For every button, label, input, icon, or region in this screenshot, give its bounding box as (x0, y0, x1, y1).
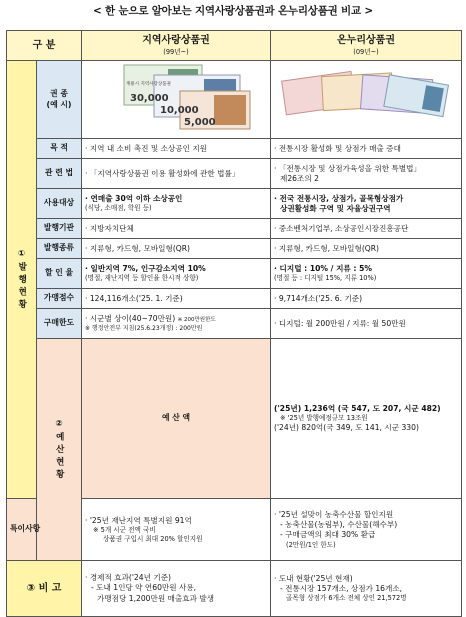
local-remark (82, 561, 271, 617)
onnuri-special-4: (2만원/1인 한도) (286, 540, 336, 549)
onnuri-target (271, 189, 462, 219)
row-label-law: 관 련 법 (37, 159, 82, 189)
onnuri-remark-2: - 전통시장 157개소, 상점가 16개소, (280, 584, 403, 594)
local-remark-3: 가맹점당 1,200만원 매출효과 발생 (97, 593, 215, 603)
section-budget-label: 예산현황 (54, 431, 65, 482)
local-target-2: (식당, 소매점, 학원 등) (85, 204, 152, 213)
onnuri-discount (271, 259, 462, 289)
local-limit-note: ※ 200만원한도 (177, 317, 216, 324)
local-limit (82, 309, 271, 339)
onnuri-remark-1: · 도내 현황('25년 현재) (274, 573, 353, 583)
local-special-1: · '25년 재난지역 특별지원 91억 (85, 515, 192, 525)
onnuri-voucher-illustration (273, 63, 458, 133)
comparison-table (6, 30, 462, 617)
local-remark-1: · 경제적 효과('24년 기준) (85, 573, 172, 583)
row-label-kind: 발행종류 (37, 239, 82, 259)
section-remarks-num: ③ (26, 582, 36, 594)
voucher-amount-3: 5,000 (184, 117, 216, 128)
onnuri-special-3: - 구매금액의 최대 30% 환급 (280, 530, 376, 540)
onnuri-voucher-image (271, 61, 462, 139)
section-remarks (7, 561, 82, 617)
row-label-target: 사용대상 (37, 189, 82, 219)
row-label-example: 권 종 (예 시) (37, 61, 82, 139)
header-category: 구 분 (7, 31, 82, 61)
local-limit-main: · 시군별 상이(40~70만원) (85, 314, 176, 324)
voucher-amount-2: 10,000 (160, 105, 199, 116)
local-limit-2: ※ 행정안전부 지침(25.6.23개정) : 200만원 (85, 324, 203, 332)
onnuri-stores: · 9,714개소('25. 6. 기준) (271, 289, 462, 309)
onnuri-target-1: · 전국 전통시장, 상점가, 골목형상점가 (274, 193, 404, 203)
local-limit-1 (85, 314, 267, 324)
row-label-stores: 가맹점수 (37, 289, 82, 309)
onnuri-special-1: · '25년 설맞이 농축수산물 할인지원 (274, 509, 394, 519)
local-budget (271, 339, 462, 499)
local-special (82, 499, 271, 561)
local-kind: · 지류형, 카드형, 모바일형(QR) (82, 239, 271, 259)
onnuri-purpose: · 전통시장 활성화 및 상점가 매출 증대 (271, 139, 462, 159)
local-issuer: · 지방자치단체 (82, 219, 271, 239)
local-discount-2: (명절, 재난지역 등 할인율 한시적 상향) (85, 274, 199, 283)
local-voucher-image (82, 61, 271, 139)
header-onnuri-voucher (271, 31, 462, 61)
local-budget-1: ('25년) 1,236억 (국 547, 도 207, 시군 482) (274, 403, 441, 413)
onnuri-remark (271, 561, 462, 617)
local-remark-2: - 도내 1인당 약 연60만원 사용, (91, 583, 197, 593)
onnuri-remark-3: 골목형 상점가 6개소 전체 상인 21,572명 (286, 594, 407, 603)
svg-text:계룡시 지역사랑상품권: 계룡시 지역사랑상품권 (126, 82, 171, 87)
local-discount (82, 259, 271, 289)
local-target-1: · 연매출 30억 이하 소상공인 (85, 194, 183, 204)
local-purpose: · 지역 내 소비 촉진 및 소상공인 지원 (82, 139, 271, 159)
header-onnuri-since: (09년~) (353, 47, 379, 56)
row-label-purpose: 목 적 (37, 139, 82, 159)
row-label-discount: 할 인 율 (37, 259, 82, 289)
local-law: · 「지역사랑상품권 이용 활성화에 관한 법률」 (82, 159, 271, 189)
row-label-issuer: 발행기관 (37, 219, 82, 239)
page-title: < 한 눈으로 알아보는 지역사랑상품권과 온누리상품권 비교 > (92, 5, 373, 17)
row-label-special: 특이사항 (7, 499, 37, 561)
onnuri-limit: · 디지털: 월 200만원 / 지류: 월 50만원 (271, 309, 462, 339)
row-label-limit: 구매한도 (37, 309, 82, 339)
section-budget (37, 339, 82, 561)
local-discount-1: · 일반지역 7%, 인구감소지역 10% (85, 264, 206, 274)
onnuri-target-2: 상권활성화 구역 및 자율상권구역 (280, 203, 391, 213)
header-local-name: 지역사랑상품권 (142, 35, 210, 47)
onnuri-law-2: 제26조의 2 (280, 173, 319, 183)
local-budget-3: ('24년) 820억(국 349, 도 141, 시군 330) (274, 423, 419, 433)
local-special-2: ※ 5개 시군 전액 국비 (93, 525, 156, 534)
header-local-voucher (82, 31, 271, 61)
row-label-budget: 예 산 액 (82, 339, 271, 499)
section-issuance-label: 발행현황 (16, 261, 27, 312)
local-voucher-illustration (84, 63, 267, 133)
onnuri-special-2: - 농축산물(농림부), 수산물(해수부) (280, 520, 398, 530)
onnuri-discount-1: · 디지털 : 10% / 지류 : 5% (274, 264, 372, 274)
header-onnuri-name: 온누리상품권 (337, 35, 395, 47)
header-local-since: (99년~) (163, 47, 189, 56)
onnuri-issuer: · 중소벤처기업부, 소상공인시장진흥공단 (271, 219, 462, 239)
local-stores: · 124,116개소('25. 1. 기준) (82, 289, 271, 309)
onnuri-kind: · 지류형, 카드형, 모바일형(QR) (271, 239, 462, 259)
onnuri-law (271, 159, 462, 189)
local-budget-2: ※ '25년 발행예정규모 13조원 (280, 414, 368, 423)
onnuri-law-1: · 「전통시장 및 상점가육성을 위한 특별법」 (274, 163, 422, 173)
section-issuance-num: ① (17, 249, 26, 260)
local-special-3: 상품권 구입시 최대 20% 할인지원 (103, 534, 203, 543)
local-target (82, 189, 271, 219)
voucher-amount-1: 30,000 (130, 93, 169, 104)
section-issuance (7, 61, 37, 499)
onnuri-special (271, 499, 462, 561)
section-budget-num: ② (55, 419, 63, 430)
section-remarks-label: 비 고 (38, 582, 62, 594)
onnuri-discount-2: (명절 등 : 디지털 15%, 지류 10%) (274, 274, 377, 283)
